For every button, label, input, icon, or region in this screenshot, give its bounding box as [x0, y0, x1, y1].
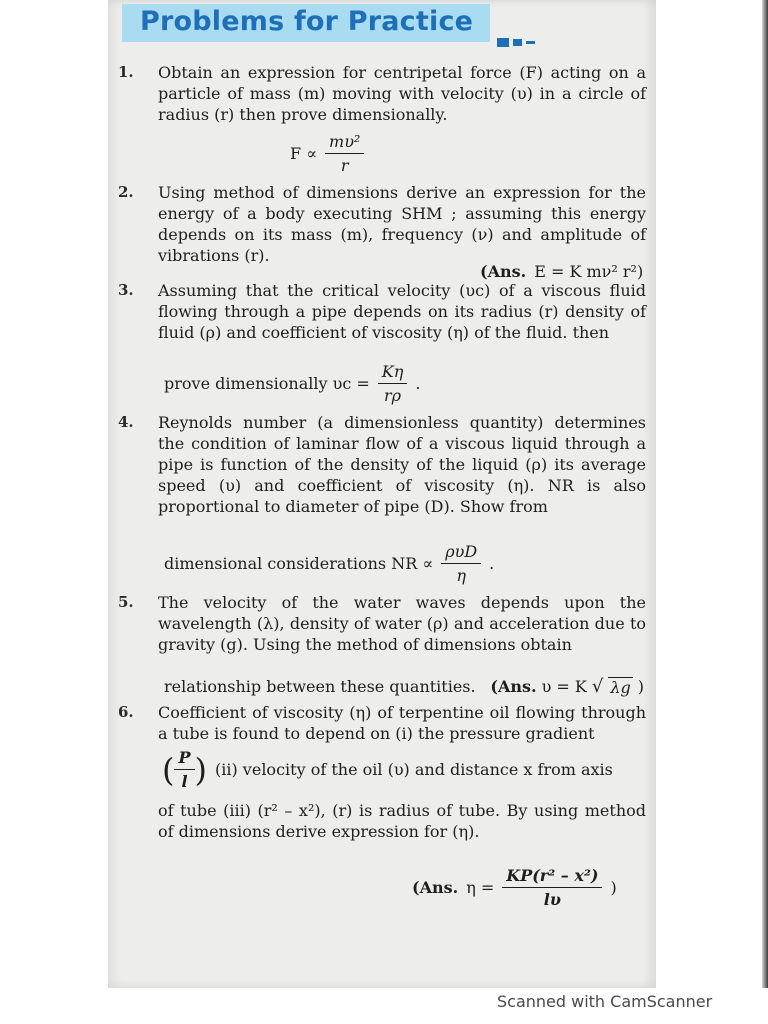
- page-heading: Problems for Practice: [140, 6, 474, 37]
- problem-text: Reynolds number (a dimensionless quantity) determines the condition of laminar flow of a viscous liquid through a pipe is function of the density of the liquid (ρ) its average speed (υ) and coefficient of viscosity (η). NR is also proportional to diameter of pipe (D). Show from: [158, 413, 646, 516]
- problem-text-continued: (ii) velocity of the oil (υ) and distance x from axis: [215, 760, 613, 779]
- answer-expression: E = K mν² r²): [534, 262, 644, 281]
- problem-number: 3.: [118, 281, 134, 299]
- answer: [480, 262, 643, 281]
- answer: [412, 866, 617, 909]
- decor-block: [497, 38, 509, 47]
- formula-tail: .: [415, 374, 421, 393]
- pressure-gradient: [162, 748, 207, 791]
- formula-lhs: dimensional considerations NR ∝: [164, 554, 434, 573]
- fraction: [325, 132, 364, 175]
- formula: [164, 362, 420, 405]
- answer-line: [164, 676, 644, 697]
- fraction: [174, 748, 194, 791]
- right-paren-icon: ): [194, 750, 207, 789]
- fraction-denominator: η: [456, 566, 466, 585]
- answer: [490, 676, 644, 697]
- formula: [290, 132, 364, 175]
- decor-block: [526, 41, 535, 44]
- left-paren-icon: (: [162, 750, 175, 789]
- answer-close: ): [610, 878, 617, 897]
- problem-number: 6.: [118, 703, 134, 721]
- answer-expression: υ = K: [541, 677, 587, 696]
- problem-text: Coefficient of viscosity (η) of terpentine oil flowing through a tube is found to depend on (i) the pressure gradient: [158, 703, 646, 743]
- problem-text-2: of tube (iii) (r² – x²), (r) is radius of tube. By using method of dimensions derive expression for (η).: [158, 801, 646, 841]
- formula-tail: .: [489, 554, 495, 573]
- scanner-watermark: Scanned with CamScanner: [497, 992, 713, 1011]
- problem-text: The velocity of the water waves depends upon the wavelength (λ), density of water (ρ) and acceleration due to gravity (g). Using the method of dimensions obtain: [158, 593, 646, 654]
- sqrt-radicand: λg: [610, 677, 631, 697]
- answer-close: ): [637, 677, 644, 696]
- problem-text: Obtain an expression for centripetal force (F) acting on a particle of mass (m) moving with velocity (υ) in a circle of radius (r) then prove dimensionally.: [158, 63, 646, 124]
- fraction-denominator: rρ: [384, 386, 402, 405]
- problem-number: 1.: [118, 63, 134, 81]
- heading-decoration: [497, 38, 535, 47]
- fraction-denominator: lυ: [543, 890, 561, 909]
- fraction: [378, 362, 408, 405]
- fraction-numerator: mυ²: [325, 132, 364, 154]
- answer-lhs: η =: [466, 878, 495, 897]
- decor-block: [513, 39, 522, 46]
- formula: [164, 542, 494, 585]
- page-edge-shadow: [762, 0, 768, 988]
- formula-lhs: prove dimensionally υc =: [164, 374, 370, 393]
- fraction-numerator: ρυD: [441, 542, 481, 564]
- fraction: [441, 542, 481, 585]
- problem-text-continued: relationship between these quantities.: [164, 677, 476, 696]
- problem-number: 4.: [118, 413, 134, 431]
- problem-text: Using method of dimensions derive an expression for the energy of a body executing SHM ; assuming this energy depends on its mass (m), frequency (ν) and amplitude of vibrations (r).: [158, 183, 646, 265]
- fraction-denominator: l: [181, 772, 188, 791]
- fraction-numerator: Kη: [378, 362, 408, 384]
- answer-label: (Ans.: [480, 262, 527, 281]
- sqrt-icon: √: [591, 676, 604, 697]
- fraction-denominator: r: [340, 156, 349, 175]
- problem-number: 5.: [118, 593, 134, 611]
- answer-label: (Ans.: [490, 677, 537, 696]
- fraction: [502, 866, 602, 909]
- formula-lhs: F ∝: [290, 144, 318, 163]
- pressure-gradient-line: [162, 748, 613, 791]
- fraction-numerator: KP(r² – x²): [502, 866, 602, 888]
- problem-text: Assuming that the critical velocity (υc) of a viscous fluid flowing through a pipe depends on its radius (r) density of fluid (ρ) and coefficient of viscosity (η) of the fluid. then: [158, 281, 646, 342]
- fraction-numerator: P: [174, 748, 194, 770]
- answer-label: (Ans.: [412, 878, 459, 897]
- problem-number: 2.: [118, 183, 134, 201]
